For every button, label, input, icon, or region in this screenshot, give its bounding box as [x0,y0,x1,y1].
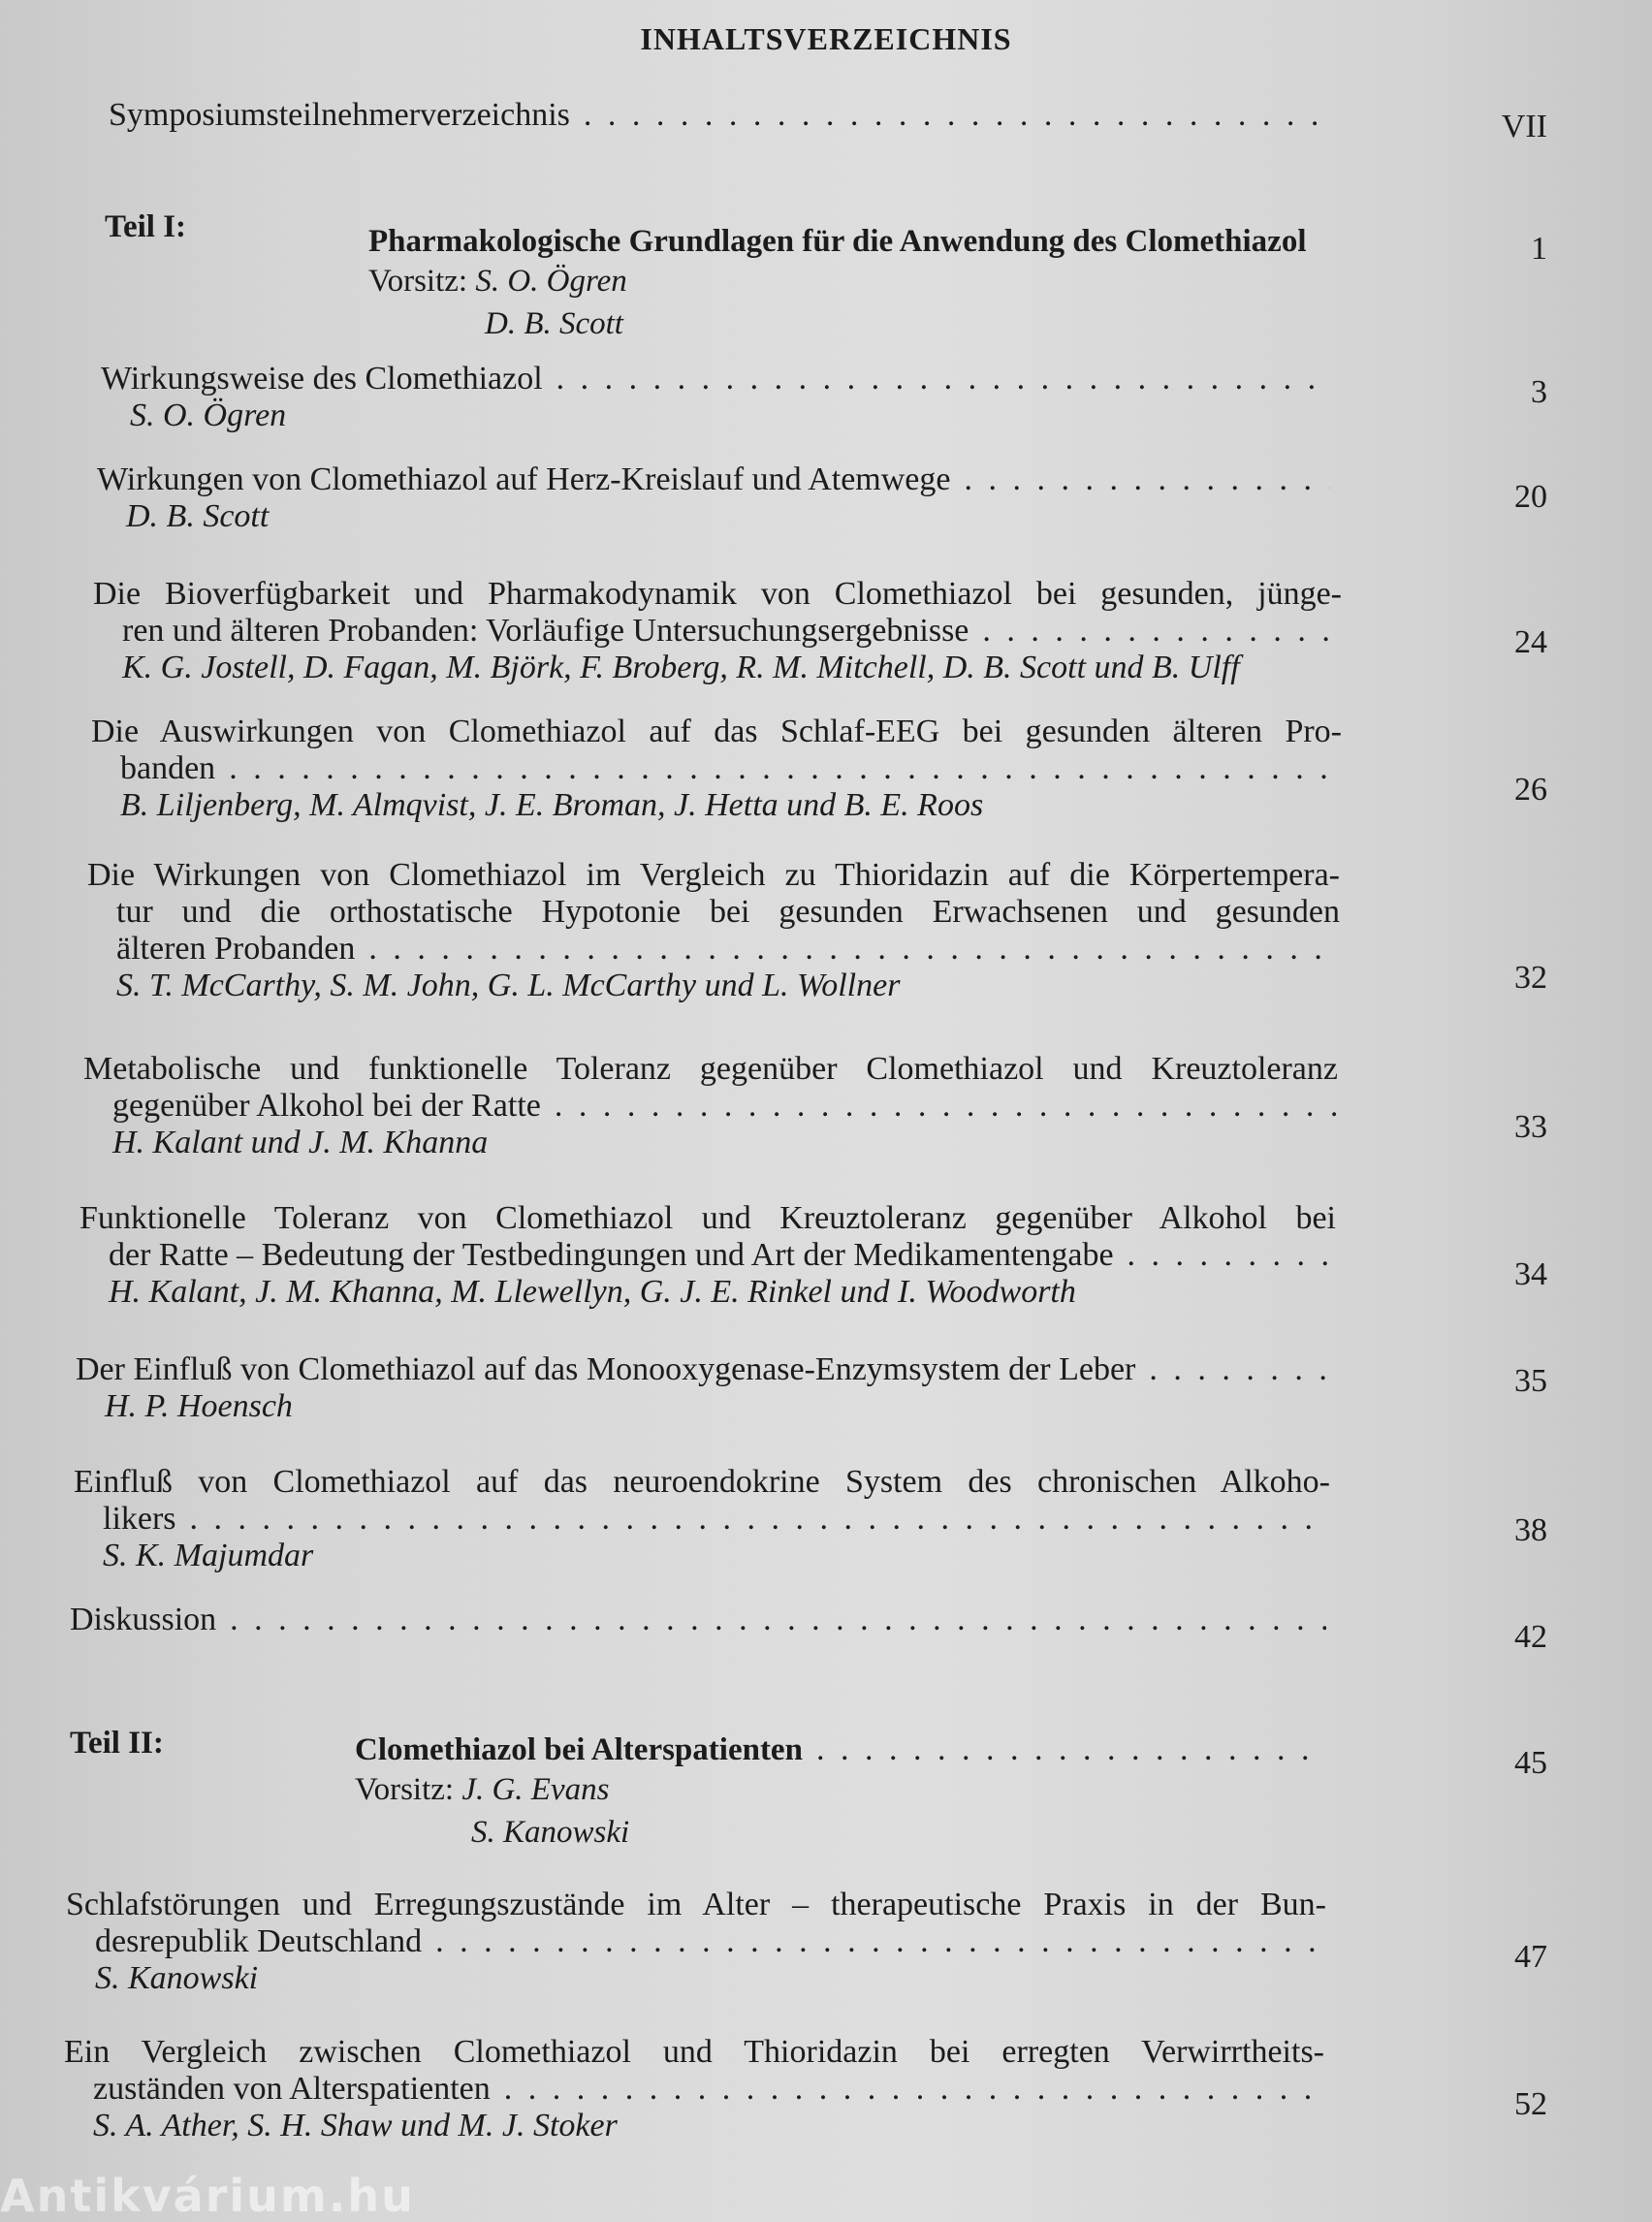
toc-entry: Die Auswirkungen von Clomethiazol auf das Schlaf-EEG bei gesunden älteren Pro- banden . . . B. Liljenberg, M. Almqvist, J. E. Broman, J. Hetta und B. E. Roos [91,714,1342,824]
chair-line: S. Kanowski [471,1815,630,1850]
entry-authors: H. Kalant, J. M. Khanna, M. Llewellyn, G. J. E. Rinkel und I. Woodworth [109,1274,1076,1310]
part-title: Pharmakologische Grundlagen für die Anwendung des Clomethiazol [368,224,1307,259]
toc-entry-front [109,97,1335,134]
entry-authors: S. Kanowski [95,1960,259,1996]
toc-entry: Funktionelle Toleranz von Clomethiazol und Kreuztoleranz gegenüber Alkohol bei der Ratte – Bedeutung der Testbedingungen und Art der Medikamentengabe . . . H. Kalant, J. M. Khanna, M. Llewellyn, G. J. E. Rinkel und I. Woodworth [79,1200,1336,1311]
toc-heading: INHALTSVERZEICHNIS [640,21,1012,56]
toc-entry: Die Bioverfügbarkeit und Pharmakodynamik von Clomethiazol bei gesunden, jünge- ren und älteren Probanden: Vorläufige Untersuchungsergebnisse . . . K. G. Jostell, D. Fagan, M. Björk, F. Broberg, R. M. Mitchell, D. B. Scott und B. Ulff [93,576,1342,686]
page-number: 42 [1514,1619,1547,1655]
toc-entry: Diskussion . . . [70,1602,1326,1638]
page-number: 52 [1514,2086,1547,2122]
page-number: 35 [1514,1363,1547,1399]
toc-entry: Metabolische und funktionelle Toleranz gegenüber Clomethiazol und Kreuztoleranz gegenüber Alkohol bei der Ratte . . . H. Kalant und J. M. Khanna [83,1051,1338,1161]
chair-line: Vorsitz: J. G. Evans [355,1772,610,1807]
entry-authors: D. B. Scott [126,498,270,534]
page-number: 38 [1514,1512,1547,1548]
page-number: 45 [1514,1745,1547,1781]
entry-authors: H. P. Hoensch [105,1388,293,1424]
entry-authors: S. A. Ather, S. H. Shaw und M. J. Stoker [93,2108,618,2143]
entry-authors: H. Kalant und J. M. Khanna [112,1125,489,1160]
page-number: 20 [1514,479,1547,515]
chair-line: D. B. Scott [485,306,623,341]
watermark: Antikvárium.hu [0,2170,415,2222]
page-number: 32 [1514,960,1547,996]
toc-entry: Der Einfluß von Clomethiazol auf das Monooxygenase-Enzymsystem der Leber . . . H. P. Hoensch [76,1351,1332,1425]
page-number: 1 [1531,231,1547,267]
entry-authors: B. Liljenberg, M. Almqvist, J. E. Broman, J. Hetta und B. E. Roos [120,787,984,823]
toc-entry: Schlafstörungen und Erregungszustände im Alter – therapeutische Praxis in der Bun- desrepublik Deutschland . . . S. Kanowski [66,1887,1326,1997]
entry-title: Symposiumsteilnehmerverzeichnis [109,97,570,133]
part-label: Teil I: [105,209,187,244]
toc-entry: Die Wirkungen von Clomethiazol im Vergleich zu Thioridazin auf die Körpertempera- tur und die orthostatische Hypotonie bei gesunden Erwachsenen und gesunden älteren Probanden . . . S. T. McCarthy, S. M. John, G. L. McCarthy und L. Wollner [87,857,1340,1004]
page-number: 24 [1514,624,1547,660]
entry-authors: K. G. Jostell, D. Fagan, M. Björk, F. Broberg, R. M. Mitchell, D. B. Scott und B. Ulff [122,650,1240,685]
toc-entry: Wirkungen von Clomethiazol auf Herz-Kreislauf und Atemwege . . . D. B. Scott [97,461,1330,535]
page-number: 26 [1514,772,1547,808]
toc-entry: Ein Vergleich zwischen Clomethiazol und Thioridazin bei erregten Verwirrtheits- zuständen von Alterspatienten . . . S. A. Ather, S. H. Shaw und M. J. Stoker [64,2034,1324,2144]
entry-authors: S. O. Ögren [130,397,287,433]
page-number: 33 [1514,1109,1547,1145]
entry-authors: S. T. McCarthy, S. M. John, G. L. McCarthy und L. Wollner [116,968,901,1003]
page-number: 3 [1531,374,1547,410]
page-number: 34 [1514,1256,1547,1292]
part-label: Teil II: [70,1726,164,1761]
toc-entry: Einfluß von Clomethiazol auf das neuroendokrine System des chronischen Alkoho- likers . . . S. K. Majumdar [74,1464,1330,1574]
toc-entry: Wirkungsweise des Clomethiazol . . . S. O. Ögren [101,361,1330,434]
page-number: 47 [1514,1939,1547,1975]
page-number: VII [1501,109,1547,144]
chair-line: Vorsitz: S. O. Ögren [368,264,627,299]
entry-authors: S. K. Majumdar [103,1538,314,1573]
part-title: Clomethiazol bei Alterspatienten [355,1732,803,1767]
part-header [355,1731,1324,1854]
part-header [368,223,1307,345]
